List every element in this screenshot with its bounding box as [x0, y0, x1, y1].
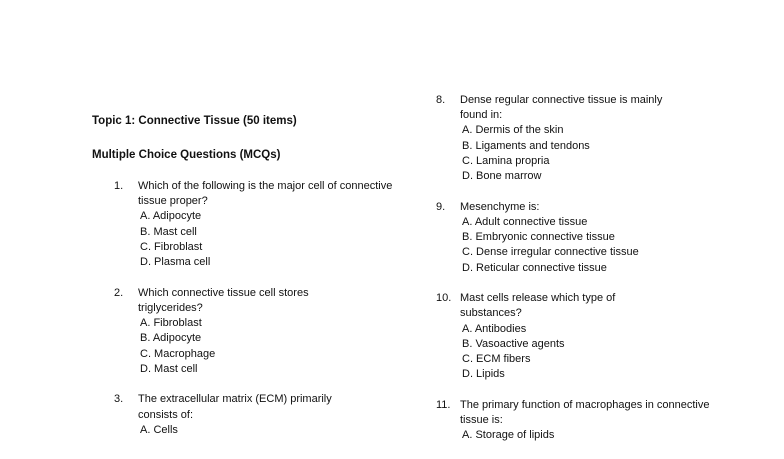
option-list: [462, 322, 736, 383]
option-d: D. Reticular connective tissue: [462, 261, 607, 274]
option-b: B. Mast cell: [140, 225, 197, 238]
question-text: Dense regular connective tissue is mainly found in:: [460, 94, 663, 122]
option-list: [462, 215, 736, 276]
question-text: The extracellular matrix (ECM) primarily consists of:: [138, 393, 332, 421]
option-a: A. Storage of lipids: [462, 429, 555, 442]
question-text: Which connective tissue cell stores triglycerides?: [138, 286, 309, 314]
option-b: B. Ligaments and tendons: [462, 139, 590, 152]
question-text: Mesenchyme is:: [460, 200, 540, 213]
option-a: A. Dermis of the skin: [462, 124, 564, 137]
section-title: Multiple Choice Questions (MCQs): [92, 149, 281, 161]
question-text: Mast cells release which type of substances?: [460, 292, 616, 320]
question-number: 2.: [114, 286, 124, 299]
question-3: [114, 392, 404, 438]
option-a: A. Cells: [140, 423, 178, 436]
option-a: A. Antibodies: [462, 322, 527, 335]
option-list: [462, 428, 736, 443]
question-number: 11.: [436, 398, 451, 411]
question-number: 3.: [114, 393, 124, 406]
option-b: B. Embryonic connective tissue: [462, 231, 615, 244]
option-c: C. Lamina propria: [462, 154, 550, 167]
question-number: 1.: [114, 180, 124, 192]
left-question-column: [114, 179, 404, 454]
question-9: [436, 200, 736, 276]
option-list: [140, 423, 404, 438]
option-list: [140, 209, 404, 270]
topic-title: Topic 1: Connective Tissue (50 items): [92, 115, 297, 127]
option-c: C. ECM fibers: [462, 353, 531, 366]
question-number: 9.: [436, 200, 446, 213]
option-c: C. Dense irregular connective tissue: [462, 246, 639, 259]
right-question-column: [436, 93, 736, 459]
option-a: A. Adipocyte: [140, 210, 202, 223]
option-d: D. Mast cell: [140, 362, 198, 375]
question-1: [114, 179, 404, 270]
question-number: 10.: [436, 292, 452, 305]
option-a: A. Adult connective tissue: [462, 215, 588, 228]
option-b: B. Adipocyte: [140, 332, 202, 345]
option-list: [462, 123, 736, 184]
option-c: C. Fibroblast: [140, 240, 203, 253]
question-2: [114, 286, 404, 377]
option-list: [140, 316, 404, 377]
question-11: [436, 398, 736, 444]
option-d: D. Lipids: [462, 368, 505, 381]
question-10: [436, 291, 736, 382]
question-number: 8.: [436, 94, 446, 106]
question-8: [436, 93, 736, 184]
question-text: The primary function of macrophages in connective tissue is:: [460, 398, 710, 427]
option-c: C. Macrophage: [140, 347, 216, 360]
option-d: D. Plasma cell: [140, 256, 211, 269]
question-text: Which of the following is the major cell of connective tissue proper?: [138, 180, 393, 208]
option-b: B. Vasoactive agents: [462, 337, 565, 350]
option-d: D. Bone marrow: [462, 170, 542, 183]
option-a: A. Fibroblast: [140, 317, 202, 330]
